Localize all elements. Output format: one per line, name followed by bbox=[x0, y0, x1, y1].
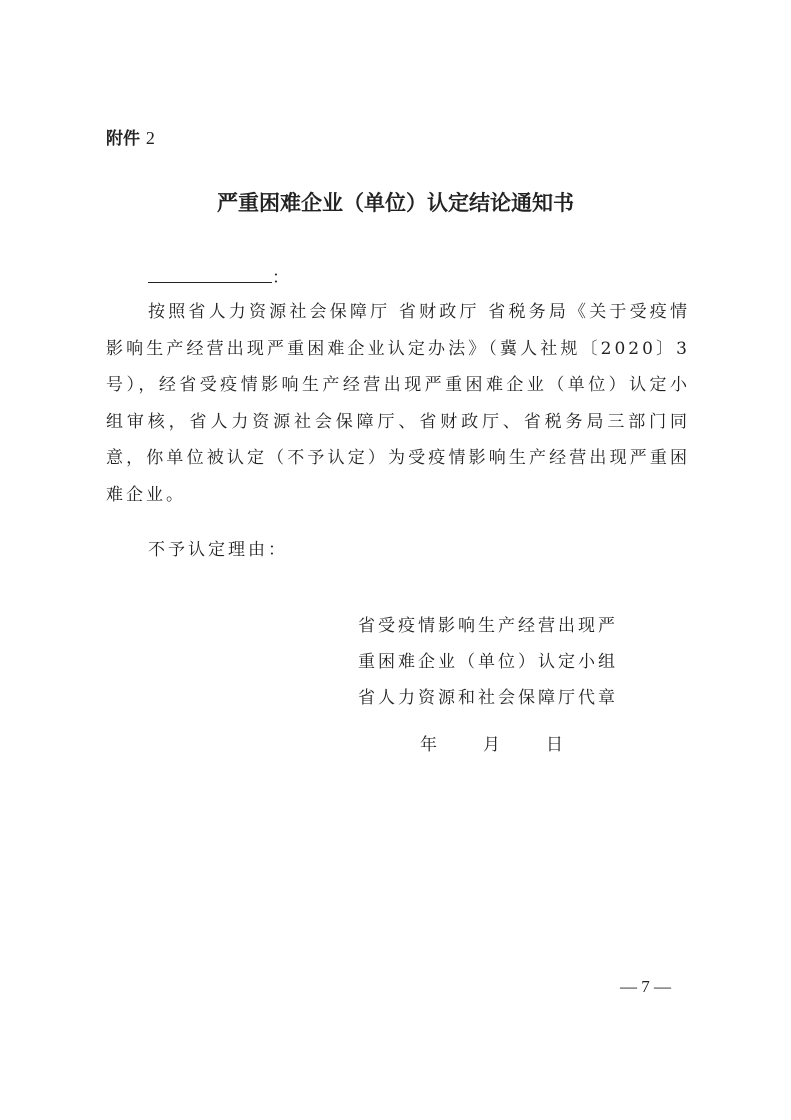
addressee-line bbox=[148, 262, 289, 292]
signature-line-3: 省人力资源和社会保障厅代章 bbox=[358, 688, 618, 708]
addressee-colon: ： bbox=[272, 268, 289, 288]
addressee-blank bbox=[148, 262, 272, 283]
page-number: — 7 — bbox=[620, 977, 671, 996]
signature-line-2: 重困难企业（单位）认定小组 bbox=[358, 652, 618, 672]
attachment-number: 2 bbox=[145, 128, 155, 148]
signature-line-1: 省受疫情影响生产经营出现严 bbox=[358, 616, 618, 636]
attachment-label bbox=[106, 126, 155, 151]
date-day: 日 bbox=[546, 735, 563, 755]
reason-label: 不予认定理由： bbox=[148, 540, 288, 560]
date-month: 月 bbox=[483, 735, 500, 755]
attachment-label-text: 附件 bbox=[106, 129, 140, 149]
signature-block bbox=[358, 608, 618, 716]
date-line bbox=[420, 727, 563, 763]
document-title: 严重困难企业（单位）认定结论通知书 bbox=[217, 191, 574, 215]
date-year: 年 bbox=[420, 735, 437, 755]
body-paragraph: 按照省人力资源社会保障厅 省财政厅 省税务局《关于受疫情影响生产经营出现严重困难企业认定办法》（冀人社规〔2020〕3号），经省受疫情影响生产经营出现严重困难企业（单位）认定小组审核，省人力资源社会保障厅、省财政厅、省税务局三部门同意，你单位被认定（不予认定）为受疫情影响生产经营出现严重困难企业。 bbox=[106, 302, 690, 505]
